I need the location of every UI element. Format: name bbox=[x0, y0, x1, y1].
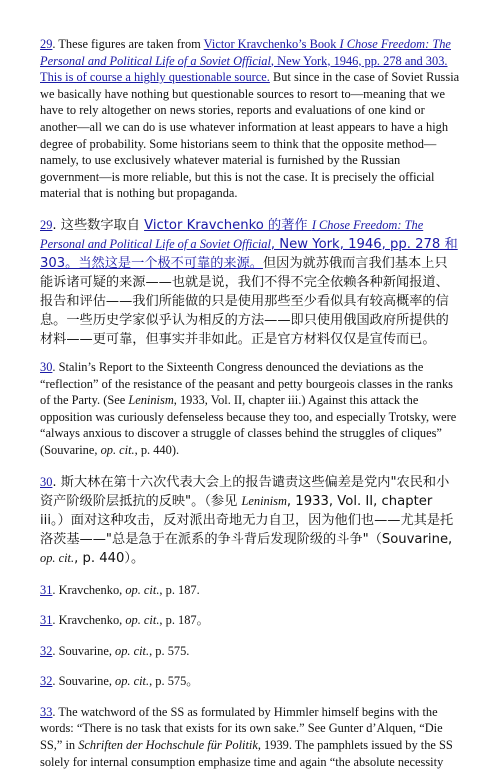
italic-title: Leninism bbox=[241, 493, 287, 508]
footnote-29-number-link[interactable]: 29 bbox=[40, 37, 53, 51]
footnote-text: . Stalin’s Report to the Sixteenth Congress denounced the deviations as the “reflection” of the resistance of the peasant and petty bourgeois classes in the ranks of the Party. (See bbox=[40, 359, 453, 408]
footnote-31-number-link[interactable]: 31 bbox=[40, 582, 53, 597]
footnote-32-number-link[interactable]: 32 bbox=[40, 674, 53, 689]
footnote-33-en: 33. The watchword of the SS as formulated by Himmler himself begins with the words: “There is no task that exists for its own sake.” See Gunter d’Alquen, “Die SS,” in Schriften der Hochschule für Politik, 1939. The pamphlets issued by the SS solely for internal consumption emphasize time and again “the absolute necessity bbox=[40, 704, 453, 769]
italic-abbrev: op. cit. bbox=[100, 442, 135, 457]
footnote-31-number-link[interactable]: 31 bbox=[40, 613, 53, 628]
footnote-32-zh: 32. Souvarine, op. cit., p. 575。 bbox=[40, 674, 199, 689]
footnote-30-number-link[interactable]: 30 bbox=[40, 359, 53, 374]
footnote-30-number-link[interactable]: 30 bbox=[40, 474, 53, 489]
footnote-29-zh bbox=[40, 216, 460, 349]
italic-title: Leninism bbox=[128, 393, 174, 408]
footnote-32-en: 32. Souvarine, op. cit., p. 575. bbox=[40, 643, 190, 658]
footnote-31-en: 31. Kravchenko, op. cit., p. 187. bbox=[40, 582, 200, 597]
footnote-text: . These figures are taken from bbox=[52, 37, 204, 51]
footnote-31-zh: 31. Kravchenko, op. cit., p. 187。 bbox=[40, 613, 209, 628]
footnote-32-number-link[interactable]: 32 bbox=[40, 643, 53, 658]
footnote-text: . 斯大林在第十六次代表大会上的报告谴责这些偏差是党内"农民和小资产阶级阶层抵抗的反映"。（参见 bbox=[40, 474, 450, 509]
footnote-33-number-link[interactable]: 33 bbox=[40, 704, 53, 719]
footnote-text: , p. 440）。 bbox=[74, 550, 145, 566]
footnote-text: 但因为就苏俄而言我们基本上只能诉诸可疑的来源——也就是说，我们不得不完全依赖各种新闻报道、报告和评估——我们所能做的只是使用那些至少看似具有较高概率的信息。一些历史学家似乎认为相反的方法——即只使用俄国政府所提供的材料——更可靠，但事实并非如此。正是官方材料仅仅是宣传而已。 bbox=[40, 255, 449, 347]
footnote-text: , 1933, Vol. II, chapter iii。）面对这种攻击，反对派出奇地无力自卫，因为他们也——尤其是托洛茨基——"总是急于在派系的争斗背后发现阶级的斗争"（Souvarine, bbox=[40, 493, 454, 547]
footnote-29-en bbox=[40, 36, 460, 202]
footnote-text: . 这些数字取自 bbox=[52, 217, 145, 233]
footnote-text: , 1933, Vol. II, chapter iii.) Against this attack the opposition was curiously defenseless because they too, and especially Trotsky, were “always anxious to discover a struggle of classes behind the struggles of cliques” (Souvarine, bbox=[40, 393, 457, 457]
footnote-30-zh bbox=[40, 473, 460, 568]
source-link[interactable]: Victor Kravchenko 的著作 I Chose Freedom: The Personal and Political Life of a Soviet Official, New York, 1946, pp. 278 和 303。当然这是一个极不可靠的来源。 bbox=[40, 217, 458, 271]
footnote-text: , p. 440). bbox=[134, 442, 180, 457]
footnote-text: But since in the case of Soviet Russia we basically have nothing but questionable sources to resort to—meaning that we have to rely altogether on news stories, reports and evaluations of one kind or another—all we can do is use whatever information at least appears to have a high degree of probability. Some historians seem to think that the opposite method—namely, to use exclusively whatever material is furnished by the Russian government—is more reliable, but this is not the case. It is precisely the official material that is nothing but propaganda. bbox=[40, 70, 460, 201]
source-link[interactable]: Victor Kravchenko’s Book I Chose Freedom: The Personal and Political Life of a Soviet Official, New York, 1946, pp. 278 and 303. This is of course a highly questionable source. bbox=[40, 37, 451, 85]
footnote-29-number-link[interactable]: 29 bbox=[40, 217, 53, 232]
footnote-30-en bbox=[40, 359, 460, 459]
italic-abbrev: op. cit. bbox=[40, 550, 75, 565]
